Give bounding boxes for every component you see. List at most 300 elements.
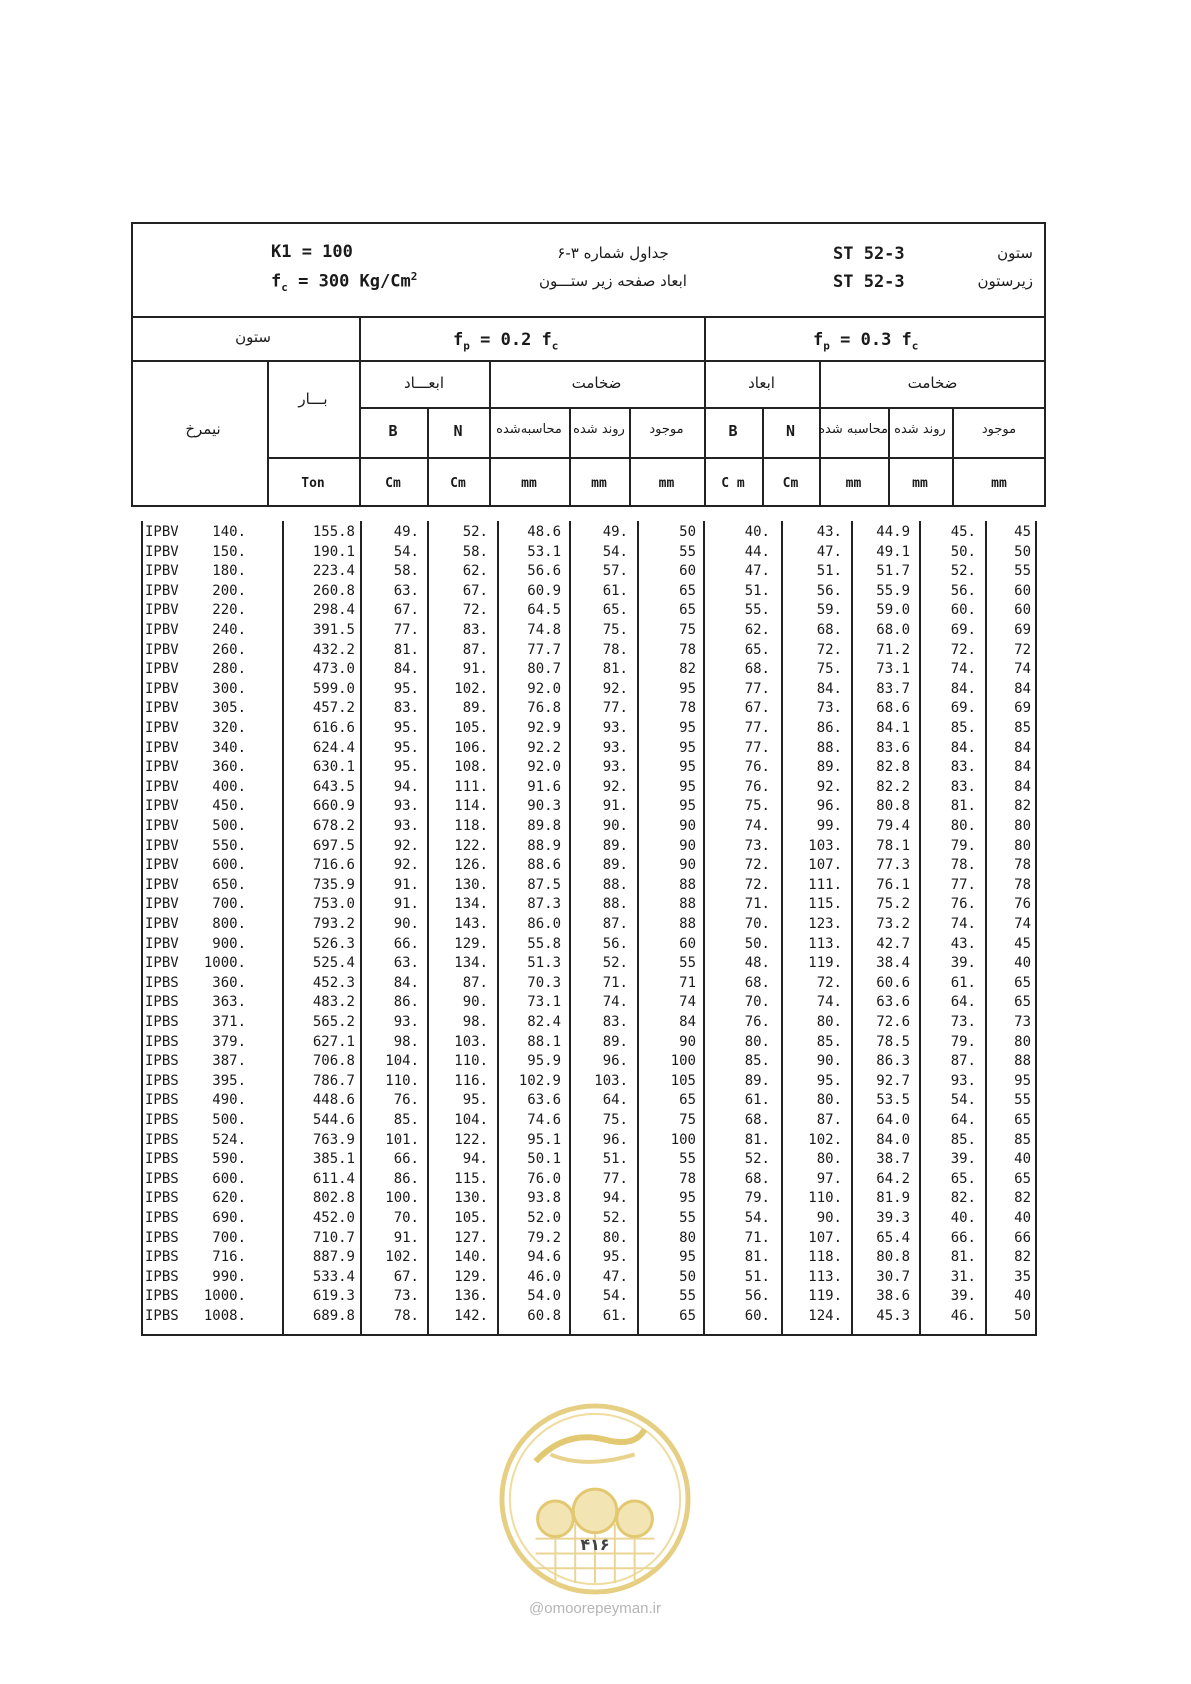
table-cell: 95. (393, 759, 419, 776)
table-cell: 75. (602, 622, 628, 638)
table-cell: 39. (950, 955, 976, 972)
table-cell: 48. (744, 955, 770, 972)
table-cell: 63.6 (876, 994, 910, 1011)
table-subtitle: ابعاد صفحه زیر ستـــون (539, 272, 687, 290)
table-cell: 611.4 (312, 1170, 355, 1187)
table-cell: 126. (454, 857, 488, 874)
table-cell: 85. (816, 1033, 842, 1050)
k1-label: K1 = 100 (271, 242, 353, 262)
table-cell: 72. (950, 641, 976, 658)
table-cell: 95.9 (527, 1053, 561, 1070)
table-cell: 80 (1014, 837, 1031, 854)
unit-n2: Cm (782, 476, 799, 491)
table-cell: 51. (602, 1151, 628, 1168)
table-cell: 92. (816, 778, 842, 795)
table-cell: 50 (1014, 543, 1031, 560)
column-label: ستون (997, 244, 1033, 262)
table-cell: 80. (816, 1151, 842, 1168)
table-cell: 80.8 (876, 1249, 910, 1266)
table-cell: 55 (679, 1288, 696, 1305)
table-cell: 223.4 (312, 563, 355, 580)
table-cell: 385.1 (312, 1151, 355, 1168)
table-row (141, 1307, 1037, 1327)
fc-label: $f_c = 300$ Kg/Cm$^2$ (271, 270, 418, 295)
table-cell: 83.6 (876, 739, 910, 756)
table-cell: 86. (393, 994, 419, 1011)
table-cell: 40. (744, 524, 770, 540)
table-cell: 379. (212, 1033, 246, 1050)
table-cell: 599.0 (312, 680, 355, 697)
table-row (141, 1287, 1037, 1307)
table-cell: 89. (602, 837, 628, 854)
table-cell: 525.4 (312, 955, 355, 972)
table-cell: 49. (393, 524, 419, 540)
table-cell: 55 (679, 1151, 696, 1168)
table-cell: 320. (212, 720, 246, 736)
table-cell: IPBV (145, 935, 179, 952)
b-header: B (388, 422, 398, 440)
table-cell: 61. (602, 582, 628, 599)
table-cell: 53.1 (527, 543, 561, 560)
table-cell: 50 (1014, 1308, 1031, 1324)
table-cell: 55. (744, 602, 770, 619)
table-cell: 260. (212, 641, 246, 658)
table-row (141, 1033, 1037, 1053)
table-cell: 73.2 (876, 916, 910, 932)
table-cell: 61. (744, 1092, 770, 1109)
table-cell: 86. (816, 720, 842, 736)
table-cell: 62. (462, 563, 488, 580)
table-cell: 58. (462, 543, 488, 560)
table-cell: 90 (679, 818, 696, 834)
table-cell: 56. (602, 935, 628, 952)
table-cell: 64.5 (527, 602, 561, 619)
table-cell: 619.3 (312, 1288, 355, 1305)
table-cell: 81. (393, 641, 419, 658)
table-cell: 78 (1014, 857, 1031, 874)
table-row (141, 680, 1037, 700)
table-cell: 763.9 (312, 1131, 355, 1148)
table-cell: 400. (212, 778, 246, 795)
column-steel: ST 52-3 (833, 244, 905, 264)
table-cell: 85. (393, 1112, 419, 1128)
table-cell: 82.2 (876, 778, 910, 795)
table-cell: 122. (454, 1131, 488, 1148)
b2-header: B (728, 422, 738, 440)
table-cell: 77. (744, 680, 770, 697)
table-cell: 82.4 (527, 1014, 561, 1030)
table-row (141, 621, 1037, 641)
n-header: N (453, 422, 463, 440)
table-cell: 88. (816, 739, 842, 756)
table-cell: 119. (808, 1288, 842, 1305)
table-cell: 887.9 (312, 1249, 355, 1266)
table-cell: 500. (212, 818, 246, 834)
table-row (141, 601, 1037, 621)
table-cell: 87. (602, 916, 628, 932)
table-cell: 51. (816, 563, 842, 580)
thickness2-header: ضخامت (907, 374, 958, 392)
table-cell: 700. (212, 1229, 246, 1246)
table-cell: 45. (950, 524, 976, 540)
table-cell: 75 (679, 1112, 696, 1128)
table-cell: 124. (808, 1308, 842, 1324)
table-cell: 103. (808, 837, 842, 854)
table-cell: 450. (212, 798, 246, 815)
table-cell: 93. (393, 798, 419, 815)
table-cell: 93. (602, 720, 628, 736)
table-cell: 93. (393, 1014, 419, 1030)
thickness-header: ضخامت (571, 374, 622, 392)
table-row (141, 1131, 1037, 1151)
table-cell: 95. (393, 680, 419, 697)
table-cell: 38.6 (876, 1288, 910, 1305)
table-cell: 105 (670, 1072, 696, 1089)
table-cell: 60 (1014, 582, 1031, 599)
available-header: موجود (649, 422, 684, 437)
table-cell: IPBV (145, 582, 179, 599)
table-cell: 92.2 (527, 739, 561, 756)
table-cell: 280. (212, 661, 246, 678)
table-cell: 88.9 (527, 837, 561, 854)
table-cell: 452.0 (312, 1210, 355, 1226)
table-cell: 60.8 (527, 1308, 561, 1324)
table-cell: 600. (212, 857, 246, 874)
table-cell: 93. (393, 818, 419, 834)
table-cell: 220. (212, 602, 246, 619)
table-cell: 800. (212, 916, 246, 932)
table-cell: 87.3 (527, 896, 561, 913)
table-cell: 95 (679, 1190, 696, 1207)
table-cell: 92. (602, 778, 628, 795)
table-cell: 61. (950, 974, 976, 991)
table-cell: 74. (950, 916, 976, 932)
table-cell: 71 (679, 974, 696, 991)
table-cell: 89. (816, 759, 842, 776)
table-cell: 95 (679, 759, 696, 776)
unit-b2: C m (721, 476, 745, 491)
table-cell: 84. (950, 680, 976, 697)
table-cell: 81. (950, 798, 976, 815)
table-cell: 44.9 (876, 524, 910, 540)
table-row (141, 739, 1037, 759)
unit-round: mm (591, 476, 607, 491)
table-cell: IPBS (145, 1053, 179, 1070)
table-cell: 79.2 (527, 1229, 561, 1246)
table-cell: 79. (950, 1033, 976, 1050)
table-row (141, 660, 1037, 680)
table-row (141, 699, 1037, 719)
table-row (141, 778, 1037, 798)
table-cell: 80. (816, 1014, 842, 1030)
table-cell: 92.0 (527, 680, 561, 697)
table-cell: 76. (950, 896, 976, 913)
table-cell: 31. (950, 1268, 976, 1285)
table-row (141, 1091, 1037, 1111)
table-cell: 50 (679, 1268, 696, 1285)
table-cell: 100 (670, 1131, 696, 1148)
table-cell: 85. (950, 720, 976, 736)
table-cell: 106. (454, 739, 488, 756)
table-row (141, 797, 1037, 817)
table-cell: 130. (454, 876, 488, 893)
table-cell: 81.9 (876, 1190, 910, 1207)
table-cell: 134. (454, 955, 488, 972)
table-cell: 85 (1014, 1131, 1031, 1148)
table-cell: 74.8 (527, 622, 561, 638)
table-row (141, 876, 1037, 896)
table-cell: 60 (1014, 602, 1031, 619)
table-cell: 68. (744, 1170, 770, 1187)
table-cell: 84 (1014, 759, 1031, 776)
table-cell: 42.7 (876, 935, 910, 952)
table-cell: 95 (679, 1249, 696, 1266)
table-cell: 99. (816, 818, 842, 834)
table-cell: 107. (808, 1229, 842, 1246)
table-cell: 79. (744, 1190, 770, 1207)
table-cell: 82 (679, 661, 696, 678)
table-cell: 123. (808, 916, 842, 932)
table-cell: 51.3 (527, 955, 561, 972)
table-cell: 84 (1014, 739, 1031, 756)
table-cell: 90.3 (527, 798, 561, 815)
table-row (141, 719, 1037, 739)
table-cell: 80 (679, 1229, 696, 1246)
table-cell: IPBS (145, 1288, 179, 1305)
table-cell: 82.8 (876, 759, 910, 776)
table-cell: 44. (744, 543, 770, 560)
table-cell: 65. (950, 1170, 976, 1187)
table-cell: 55 (1014, 563, 1031, 580)
table-cell: 61. (602, 1308, 628, 1324)
table-cell: 70. (393, 1210, 419, 1226)
table-cell: 65 (1014, 1170, 1031, 1187)
table-cell: 93. (950, 1072, 976, 1089)
table-cell: 95. (602, 1249, 628, 1266)
table-cell: 76.0 (527, 1170, 561, 1187)
table-cell: 690. (212, 1210, 246, 1226)
table-cell: 74 (679, 994, 696, 1011)
table-cell: 95. (393, 739, 419, 756)
table-cell: 72. (816, 641, 842, 658)
table-cell: 55 (679, 1210, 696, 1226)
table-cell: 39.3 (876, 1210, 910, 1226)
table-cell: 85. (744, 1053, 770, 1070)
table-cell: 118. (454, 818, 488, 834)
table-cell: 240. (212, 622, 246, 638)
table-cell: IPBS (145, 1151, 179, 1168)
table-cell: IPBS (145, 1131, 179, 1148)
table-cell: 129. (454, 935, 488, 952)
table-cell: 65. (744, 641, 770, 658)
table-cell: 88.6 (527, 857, 561, 874)
table-cell: 49.1 (876, 543, 910, 560)
table-row (141, 993, 1037, 1013)
table-row (141, 523, 1037, 543)
table-cell: 600. (212, 1170, 246, 1187)
subheader-area (133, 362, 1044, 505)
rounded2-header: روند شده (894, 422, 946, 437)
table-cell: 1008. (203, 1308, 246, 1324)
table-row (141, 758, 1037, 778)
table-cell: 94. (462, 1151, 488, 1168)
table-cell: 73 (1014, 1014, 1031, 1030)
table-cell: 82 (1014, 798, 1031, 815)
table-cell: 387. (212, 1053, 246, 1070)
table-cell: 77. (393, 622, 419, 638)
table-cell: 60 (679, 563, 696, 580)
table-cell: IPBS (145, 1210, 179, 1226)
table-cell: 200. (212, 582, 246, 599)
table-cell: 102. (808, 1131, 842, 1148)
table-cell: 90. (816, 1210, 842, 1226)
table-row (141, 1209, 1037, 1229)
table-cell: 100. (385, 1190, 419, 1207)
table-cell: 65 (679, 602, 696, 619)
table-cell: IPBV (145, 778, 179, 795)
table-cell: 78. (950, 857, 976, 874)
table-cell: 38.7 (876, 1151, 910, 1168)
table-cell: IPBS (145, 1249, 179, 1266)
table-cell: 96. (602, 1131, 628, 1148)
table-cell: 73. (950, 1014, 976, 1030)
table-cell: 73.1 (876, 661, 910, 678)
table-cell: 69. (950, 700, 976, 717)
table-cell: IPBS (145, 1092, 179, 1109)
table-cell: 91.6 (527, 778, 561, 795)
table-cell: 79.4 (876, 818, 910, 834)
table-cell: 70. (744, 994, 770, 1011)
table-cell: 83. (950, 778, 976, 795)
table-cell: 95.1 (527, 1131, 561, 1148)
table-cell: 533.4 (312, 1268, 355, 1285)
table-cell: 84. (816, 680, 842, 697)
table-cell: IPBV (145, 759, 179, 776)
table-cell: 51. (744, 582, 770, 599)
table-row (141, 915, 1037, 935)
table-cell: IPBS (145, 1308, 179, 1324)
table-cell: 76. (393, 1092, 419, 1109)
table-cell: 78.1 (876, 837, 910, 854)
table-cell: 95. (462, 1092, 488, 1109)
table-cell: 60. (950, 602, 976, 619)
table-cell: 630.1 (312, 759, 355, 776)
table-cell: 55.9 (876, 582, 910, 599)
title-row (133, 224, 1044, 318)
table-cell: 490. (212, 1092, 246, 1109)
table-cell: 84 (679, 1014, 696, 1030)
table-cell: 72 (1014, 641, 1031, 658)
table-cell: 110. (808, 1190, 842, 1207)
table-cell: 54. (744, 1210, 770, 1226)
unit-calc: mm (521, 476, 537, 491)
table-cell: 432.2 (312, 641, 355, 658)
table-cell: 82 (1014, 1249, 1031, 1266)
table-cell: 98. (462, 1014, 488, 1030)
table-cell: 190.1 (312, 543, 355, 560)
table-cell: 78 (679, 641, 696, 658)
table-cell: 67. (744, 700, 770, 717)
table-cell: IPBV (145, 955, 179, 972)
table-cell: 110. (454, 1053, 488, 1070)
table-cell: 74 (1014, 661, 1031, 678)
table-cell: 50. (950, 543, 976, 560)
table-cell: 150. (212, 543, 246, 560)
table-cell: 550. (212, 837, 246, 854)
table-cell: 990. (212, 1268, 246, 1285)
table-cell: 56. (950, 582, 976, 599)
table-cell: 89. (744, 1072, 770, 1089)
unit-round2: mm (912, 476, 928, 491)
table-cell: 60.9 (527, 582, 561, 599)
table-cell: 54. (602, 543, 628, 560)
table-cell: 43. (950, 935, 976, 952)
table-cell: IPBS (145, 974, 179, 991)
table-cell: 63. (393, 582, 419, 599)
table-cell: 92. (393, 857, 419, 874)
table-cell: 107. (808, 857, 842, 874)
table-row (141, 543, 1037, 563)
table-cell: 78 (1014, 876, 1031, 893)
table-cell: 56.6 (527, 563, 561, 580)
table-cell: 90 (679, 857, 696, 874)
table-cell: 52. (950, 563, 976, 580)
table-cell: 108. (454, 759, 488, 776)
table-cell: 452.3 (312, 974, 355, 991)
table-cell: 544.6 (312, 1112, 355, 1128)
table-cell: 142. (454, 1308, 488, 1324)
table-cell: 54. (602, 1288, 628, 1305)
table-cell: 457.2 (312, 700, 355, 717)
unit-n: Cm (450, 476, 466, 491)
table-cell: 46.0 (527, 1268, 561, 1285)
table-cell: 102. (454, 680, 488, 697)
table-cell: 64. (950, 1112, 976, 1128)
table-cell: 689.8 (312, 1308, 355, 1324)
table-cell: 91. (462, 661, 488, 678)
table-cell: 62. (744, 622, 770, 638)
table-cell: 360. (212, 759, 246, 776)
table-cell: 94.6 (527, 1249, 561, 1266)
table-cell: 48.6 (527, 524, 561, 540)
table-cell: 51. (744, 1268, 770, 1285)
table-cell: 697.5 (312, 837, 355, 854)
table-row (141, 1150, 1037, 1170)
table-cell: 40 (1014, 1288, 1031, 1305)
table-cell: 97. (816, 1170, 842, 1187)
unit-load: Ton (301, 476, 325, 491)
table-header (131, 222, 1046, 507)
table-cell: 86. (393, 1170, 419, 1187)
table-cell: 72. (744, 876, 770, 893)
table-cell: 114. (454, 798, 488, 815)
table-cell: 72.6 (876, 1014, 910, 1030)
table-cell: 115. (454, 1170, 488, 1187)
table-cell: 65 (1014, 974, 1031, 991)
table-cell: 67. (393, 1268, 419, 1285)
table-cell: 80. (602, 1229, 628, 1246)
unit-avail2: mm (991, 476, 1007, 491)
table-cell: 80.8 (876, 798, 910, 815)
table-cell: IPBV (145, 680, 179, 697)
table-cell: 102. (385, 1249, 419, 1266)
table-cell: 113. (808, 935, 842, 952)
table-cell: 88. (602, 876, 628, 893)
table-cell: 84. (950, 739, 976, 756)
table-cell: 180. (212, 563, 246, 580)
table-cell: 88 (679, 876, 696, 893)
table-cell: 76.1 (876, 876, 910, 893)
